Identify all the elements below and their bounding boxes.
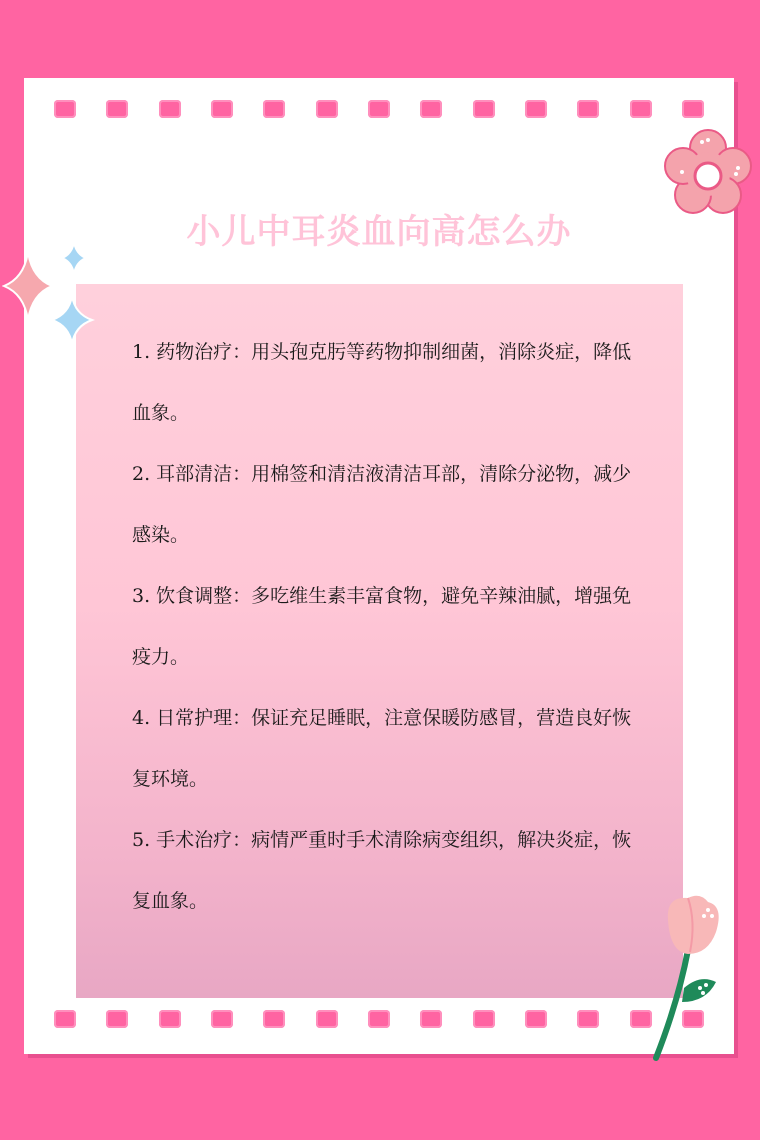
perforation <box>316 1010 338 1028</box>
content-panel <box>76 284 683 998</box>
perforation <box>54 100 76 118</box>
tulip-icon <box>648 892 728 1064</box>
perforation <box>159 1010 181 1028</box>
list-item: 3. 饮食调整：多吃维生素丰富食物，避免辛辣油腻，增强免疫力。 <box>132 585 632 668</box>
flower-icon <box>662 128 754 220</box>
page-title: 小儿中耳炎血向高怎么办 <box>186 212 572 252</box>
perforation <box>106 100 128 118</box>
perforation <box>577 100 599 118</box>
perforation <box>525 100 547 118</box>
perforation <box>159 100 181 118</box>
list-item: 2. 耳部清洁：用棉签和清洁液清洁耳部，清除分泌物，减少感染。 <box>132 463 632 546</box>
item-list <box>132 322 642 932</box>
perforation <box>211 1010 233 1028</box>
perforation <box>473 1010 495 1028</box>
perforation <box>263 100 285 118</box>
perforation <box>577 1010 599 1028</box>
perforation <box>630 100 652 118</box>
perforation <box>525 1010 547 1028</box>
list-item: 1. 药物治疗：用头孢克肟等药物抑制细菌，消除炎症，降低血象。 <box>132 341 632 424</box>
perforation <box>420 1010 442 1028</box>
perforation <box>473 100 495 118</box>
list-item: 5. 手术治疗：病情严重时手术清除病变组织，解决炎症，恢复血象。 <box>132 829 632 912</box>
perforation <box>368 1010 390 1028</box>
perforation <box>54 1010 76 1028</box>
sparkle-icon <box>2 238 98 348</box>
perforation <box>106 1010 128 1028</box>
list-item: 4. 日常护理：保证充足睡眠，注意保暖防感冒，营造良好恢复环境。 <box>132 707 632 790</box>
perforation <box>211 100 233 118</box>
perforation <box>316 100 338 118</box>
perforation <box>682 100 704 118</box>
perforation-row-bottom <box>54 1010 704 1028</box>
card <box>24 78 734 1054</box>
perforation <box>263 1010 285 1028</box>
perforation <box>368 100 390 118</box>
perforation-row-top <box>54 100 704 118</box>
perforation <box>420 100 442 118</box>
